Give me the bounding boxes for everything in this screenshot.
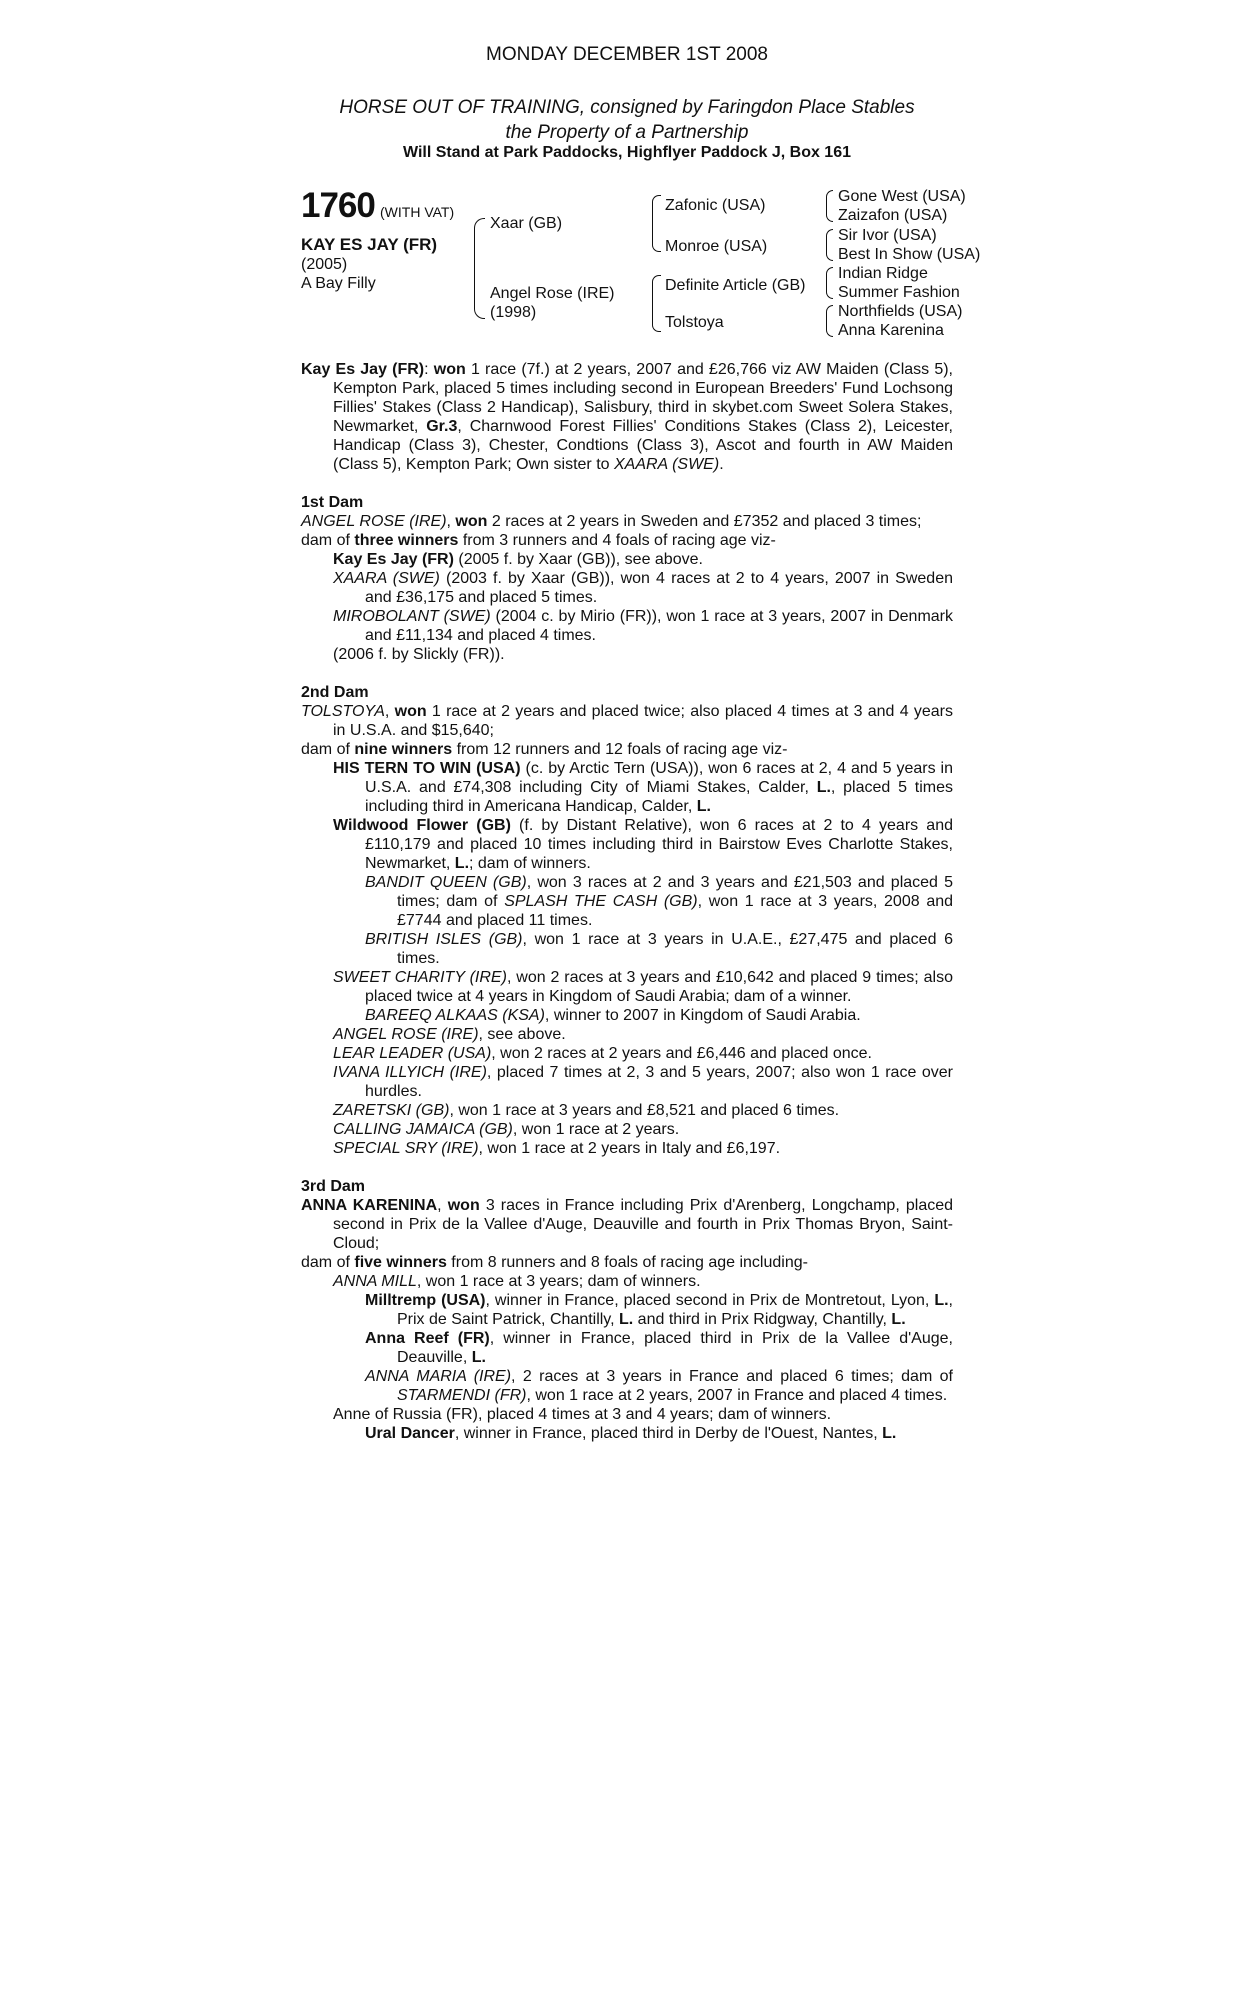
- text-run: won: [447, 1197, 480, 1214]
- pedigree-entry: [301, 1272, 953, 1291]
- sale-date: MONDAY DECEMBER 1ST 2008: [486, 44, 768, 65]
- text-run: L.: [454, 855, 470, 872]
- text-run: ANGEL ROSE (IRE): [301, 513, 447, 530]
- text-run: L.: [696, 798, 711, 815]
- text-run: from 12 runners and 12 foals of racing age viz-: [452, 741, 788, 758]
- text-run: (f. by Distant Relative), won 6 races at 2 to 4 years and £110,179 and placed 10 times including third in Bairstow Eves Charlotte Stakes, Newmarket,: [365, 817, 953, 872]
- text-run: , won 3 races at 2 and 3 years and £21,503 and placed 5 times; dam of: [397, 874, 954, 910]
- text-run: TOLSTOYA: [301, 703, 385, 720]
- text-run: , winner in France, placed second in Prix de Montretout, Lyon,: [485, 1292, 935, 1309]
- pedigree-entry: [301, 1196, 953, 1253]
- pedigree-entry: [301, 1025, 953, 1044]
- pedigree-brace: [652, 195, 661, 252]
- text-run: (2006 f. by Slickly (FR)).: [333, 646, 505, 663]
- pedigree-entry: [301, 740, 953, 759]
- pedigree-gen3: Indian Ridge: [838, 265, 928, 282]
- text-run: STARMENDI (FR): [397, 1387, 527, 1404]
- text-run: L.: [934, 1292, 949, 1309]
- pedigree-entry: [301, 759, 953, 816]
- text-run: , won 2 races at 2 years and £6,446 and placed once.: [491, 1045, 872, 1062]
- text-run: 3 races in France including Prix d'Arenberg, Longchamp, placed second in Prix de la Vallee d'Auge, Deauville and fourth in Prix Thomas Bryon, Saint-Cloud;: [333, 1197, 954, 1252]
- third-dam-entries: [301, 1196, 953, 1443]
- text-run: (2004 c. by Mirio (FR)), won 1 race at 3 years, 2007 in Denmark and £11,134 and placed 4 times.: [365, 608, 954, 644]
- text-run: dam of: [301, 741, 355, 758]
- section-heading-1st-dam: 1st Dam: [301, 494, 364, 511]
- pedigree-entry: [301, 607, 953, 645]
- pedigree-entry: [301, 1329, 953, 1367]
- text-run: , won 1 race at 2 years.: [512, 1121, 680, 1138]
- text-run: three winners: [354, 532, 459, 549]
- second-dam-entries: [301, 702, 953, 1158]
- text-run: , 2 races at 3 years in France and placed 6 times; dam of: [511, 1368, 954, 1385]
- pedigree-entry: [301, 930, 953, 968]
- text-run: ANNA KARENINA: [301, 1197, 438, 1214]
- text-run: SWEET CHARITY (IRE): [333, 969, 507, 986]
- text-run: L.: [816, 779, 831, 796]
- horse-year: (2005): [301, 256, 348, 273]
- text-run: ; dam of winners.: [469, 855, 591, 872]
- text-run: XAARA (SWE): [333, 570, 440, 587]
- text-run: 1 race at 2 years and placed twice; also placed 4 times at 3 and 4 years in U.S.A. and $15,640;: [333, 703, 954, 739]
- catalogue-body: [301, 360, 953, 1443]
- text-run: , won 1 race at 3 years; dam of winners.: [416, 1273, 701, 1290]
- pedigree-entry: [301, 968, 953, 1006]
- pedigree-entry: [301, 1139, 953, 1158]
- pedigree-gen3: Gone West (USA): [838, 188, 966, 205]
- section-heading-2nd-dam: 2nd Dam: [301, 684, 369, 701]
- text-run: five winners: [354, 1254, 447, 1271]
- pedigree-sire-dam: Monroe (USA): [665, 238, 768, 255]
- text-run: Kay Es Jay (FR): [301, 361, 425, 378]
- pedigree-entry: [301, 1101, 953, 1120]
- text-run: Wildwood Flower (GB): [333, 817, 511, 834]
- text-run: :: [424, 361, 434, 378]
- text-run: L.: [882, 1425, 897, 1442]
- pedigree-entry: [301, 1253, 953, 1272]
- section-heading-3rd-dam: 3rd Dam: [301, 1178, 366, 1195]
- text-run: , winner in France, placed third in Prix de la Vallee d'Auge, Deauville,: [397, 1330, 953, 1366]
- text-run: (2005 f. by Xaar (GB)), see above.: [453, 551, 703, 568]
- pedigree-entry: [301, 1063, 953, 1101]
- pedigree-entry: [301, 1120, 953, 1139]
- text-run: (c. by Arctic Tern (USA)), won 6 races at 2, 4 and 5 years in U.S.A. and £74,308 including City of Miami Stakes, Calder,: [365, 760, 953, 796]
- text-run: nine winners: [354, 741, 453, 758]
- text-run: , winner in France, placed third in Derby de l'Ouest, Nantes,: [454, 1425, 883, 1442]
- text-run: SPECIAL SRY (IRE): [333, 1140, 479, 1157]
- text-run: 1 race (7f.) at 2 years, 2007 and £26,766 viz AW Maiden (Class 5), Kempton Park, placed 5 times including second in European Breeders' Fund Lochsong Fillies' Stakes (Class 2 Handicap), Salisbury, third in skybet.com Sweet Solera Stakes, Newmarket,: [333, 361, 953, 435]
- text-run: , see above.: [478, 1026, 566, 1043]
- text-run: L.: [471, 1349, 486, 1366]
- pedigree-entry: [301, 702, 953, 740]
- pedigree-sire-sire: Zafonic (USA): [665, 197, 766, 214]
- text-run: (2003 f. by Xaar (GB)), won 4 races at 2 to 4 years, 2007 in Sweden and £36,175 and placed 5 times.: [365, 570, 953, 606]
- text-run: Kay Es Jay (FR): [333, 551, 454, 568]
- pedigree-sire: Xaar (GB): [490, 215, 563, 232]
- text-run: , won 1 race at 3 years, 2008 and £7744 and placed 11 times.: [397, 893, 954, 929]
- text-run: L.: [619, 1311, 634, 1328]
- text-run: ,: [437, 1197, 448, 1214]
- pedigree-entry: [301, 531, 953, 550]
- pedigree-dam-sire: Definite Article (GB): [665, 277, 806, 294]
- text-run: , Charnwood Forest Fillies' Conditions Stakes (Class 2), Leicester, Handicap (Class 3), Chester, Condtions (Class 3), Ascot and fourth in AW Maiden (Class 5), Kempton Park; Own sister to: [333, 418, 953, 473]
- pedigree-entry: [301, 1044, 953, 1063]
- text-run: ANGEL ROSE (IRE): [333, 1026, 479, 1043]
- text-run: ,: [446, 513, 456, 530]
- text-run: , won 1 race at 2 years in Italy and £6,197.: [478, 1140, 781, 1157]
- text-run: , placed 5 times including third in Americana Handicap, Calder,: [365, 779, 954, 815]
- text-run: Milltremp (USA): [365, 1292, 486, 1309]
- pedigree-brace: [826, 190, 833, 222]
- pedigree-gen3: Anna Karenina: [838, 322, 944, 339]
- text-run: IVANA ILLYICH (IRE): [333, 1064, 487, 1081]
- text-run: , Prix de Saint Patrick, Chantilly,: [397, 1292, 953, 1328]
- text-run: Anne of Russia (FR), placed 4 times at 3 and 4 years; dam of winners.: [333, 1406, 832, 1423]
- text-run: HIS TERN TO WIN (USA): [333, 760, 521, 777]
- pedigree-entry: [301, 1405, 953, 1424]
- location-line: Will Stand at Park Paddocks, Highflyer Paddock J, Box 161: [403, 144, 851, 161]
- pedigree-entry: [301, 1367, 953, 1405]
- pedigree-gen3: Summer Fashion: [838, 284, 960, 301]
- text-run: from 3 runners and 4 foals of racing age viz-: [458, 532, 776, 549]
- text-run: won: [455, 513, 488, 530]
- text-run: Anna Reef (FR): [365, 1330, 490, 1347]
- text-run: BRITISH ISLES (GB): [365, 931, 523, 948]
- pedigree-entry: [301, 1006, 953, 1025]
- text-run: XAARA (SWE): [613, 456, 720, 473]
- pedigree-entry: [301, 569, 953, 607]
- pedigree-entry: [301, 1424, 953, 1443]
- text-run: L.: [891, 1311, 906, 1328]
- text-run: .: [719, 456, 724, 473]
- text-run: ANNA MARIA (IRE): [365, 1368, 512, 1385]
- text-run: and third in Prix Ridgway, Chantilly,: [633, 1311, 892, 1328]
- text-run: won: [433, 361, 466, 378]
- pedigree-entry: [301, 816, 953, 873]
- text-run: dam of: [301, 532, 355, 549]
- pedigree-gen3: Northfields (USA): [838, 303, 963, 320]
- pedigree-dam-dam: Tolstoya: [665, 314, 724, 331]
- pedigree-brace: [474, 218, 485, 319]
- pedigree-gen3: Zaizafon (USA): [838, 207, 948, 224]
- pedigree-brace: [826, 267, 833, 299]
- pedigree-dam: Angel Rose (IRE): [490, 285, 615, 302]
- pedigree-entry: [301, 512, 953, 531]
- horse-name: KAY ES JAY (FR): [301, 235, 438, 254]
- text-run: BANDIT QUEEN (GB): [365, 874, 527, 891]
- text-run: ZARETSKI (GB): [333, 1102, 450, 1119]
- text-run: BAREEQ ALKAAS (KSA): [365, 1007, 545, 1024]
- text-run: Ural Dancer: [365, 1425, 455, 1442]
- vat-note: (WITH VAT): [380, 204, 455, 220]
- consignment-line: HORSE OUT OF TRAINING, consigned by Faringdon Place Stables: [339, 97, 915, 118]
- text-run: 2 races at 2 years in Sweden and £7352 and placed 3 times;: [487, 513, 922, 530]
- text-run: CALLING JAMAICA (GB): [333, 1121, 513, 1138]
- text-run: Gr.3: [426, 418, 458, 435]
- text-run: ,: [384, 703, 395, 720]
- pedigree-gen3: Sir Ivor (USA): [838, 227, 937, 244]
- pedigree-brace: [652, 275, 661, 332]
- text-run: , won 1 race at 2 years, 2007 in France and placed 4 times.: [526, 1387, 948, 1404]
- pedigree-entry: [301, 873, 953, 930]
- pedigree-entry: [301, 550, 953, 569]
- horse-description: A Bay Filly: [301, 275, 376, 292]
- text-run: ANNA MILL: [333, 1273, 417, 1290]
- text-run: won: [394, 703, 427, 720]
- text-run: dam of: [301, 1254, 355, 1271]
- text-run: , winner to 2007 in Kingdom of Saudi Arabia.: [544, 1007, 861, 1024]
- race-record: [301, 360, 953, 474]
- text-run: MIROBOLANT (SWE): [333, 608, 491, 625]
- text-run: , placed 7 times at 2, 3 and 5 years, 2007; also won 1 race over hurdles.: [365, 1064, 953, 1100]
- text-run: , won 2 races at 3 years and £10,642 and placed 9 times; also placed twice at 4 years in Kingdom of Saudi Arabia; dam of a winner.: [365, 969, 953, 1005]
- pedigree-entry: [301, 645, 953, 664]
- pedigree-gen3: Best In Show (USA): [838, 246, 981, 263]
- pedigree-brace: [826, 305, 833, 337]
- lot-number: 1760: [301, 186, 375, 225]
- text-run: LEAR LEADER (USA): [333, 1045, 492, 1062]
- text-run: SPLASH THE CASH (GB): [504, 893, 698, 910]
- pedigree-entry: [301, 1291, 953, 1329]
- text-run: from 8 runners and 8 foals of racing age including-: [446, 1254, 808, 1271]
- pedigree-brace: [826, 229, 833, 261]
- text-run: , won 1 race at 3 years in U.A.E., £27,475 and placed 6 times.: [397, 931, 953, 967]
- pedigree-dam-year: (1998): [490, 304, 537, 321]
- text-run: , won 1 race at 3 years and £8,521 and placed 6 times.: [449, 1102, 840, 1119]
- first-dam-entries: [301, 512, 953, 664]
- ownership-line: the Property of a Partnership: [505, 122, 749, 143]
